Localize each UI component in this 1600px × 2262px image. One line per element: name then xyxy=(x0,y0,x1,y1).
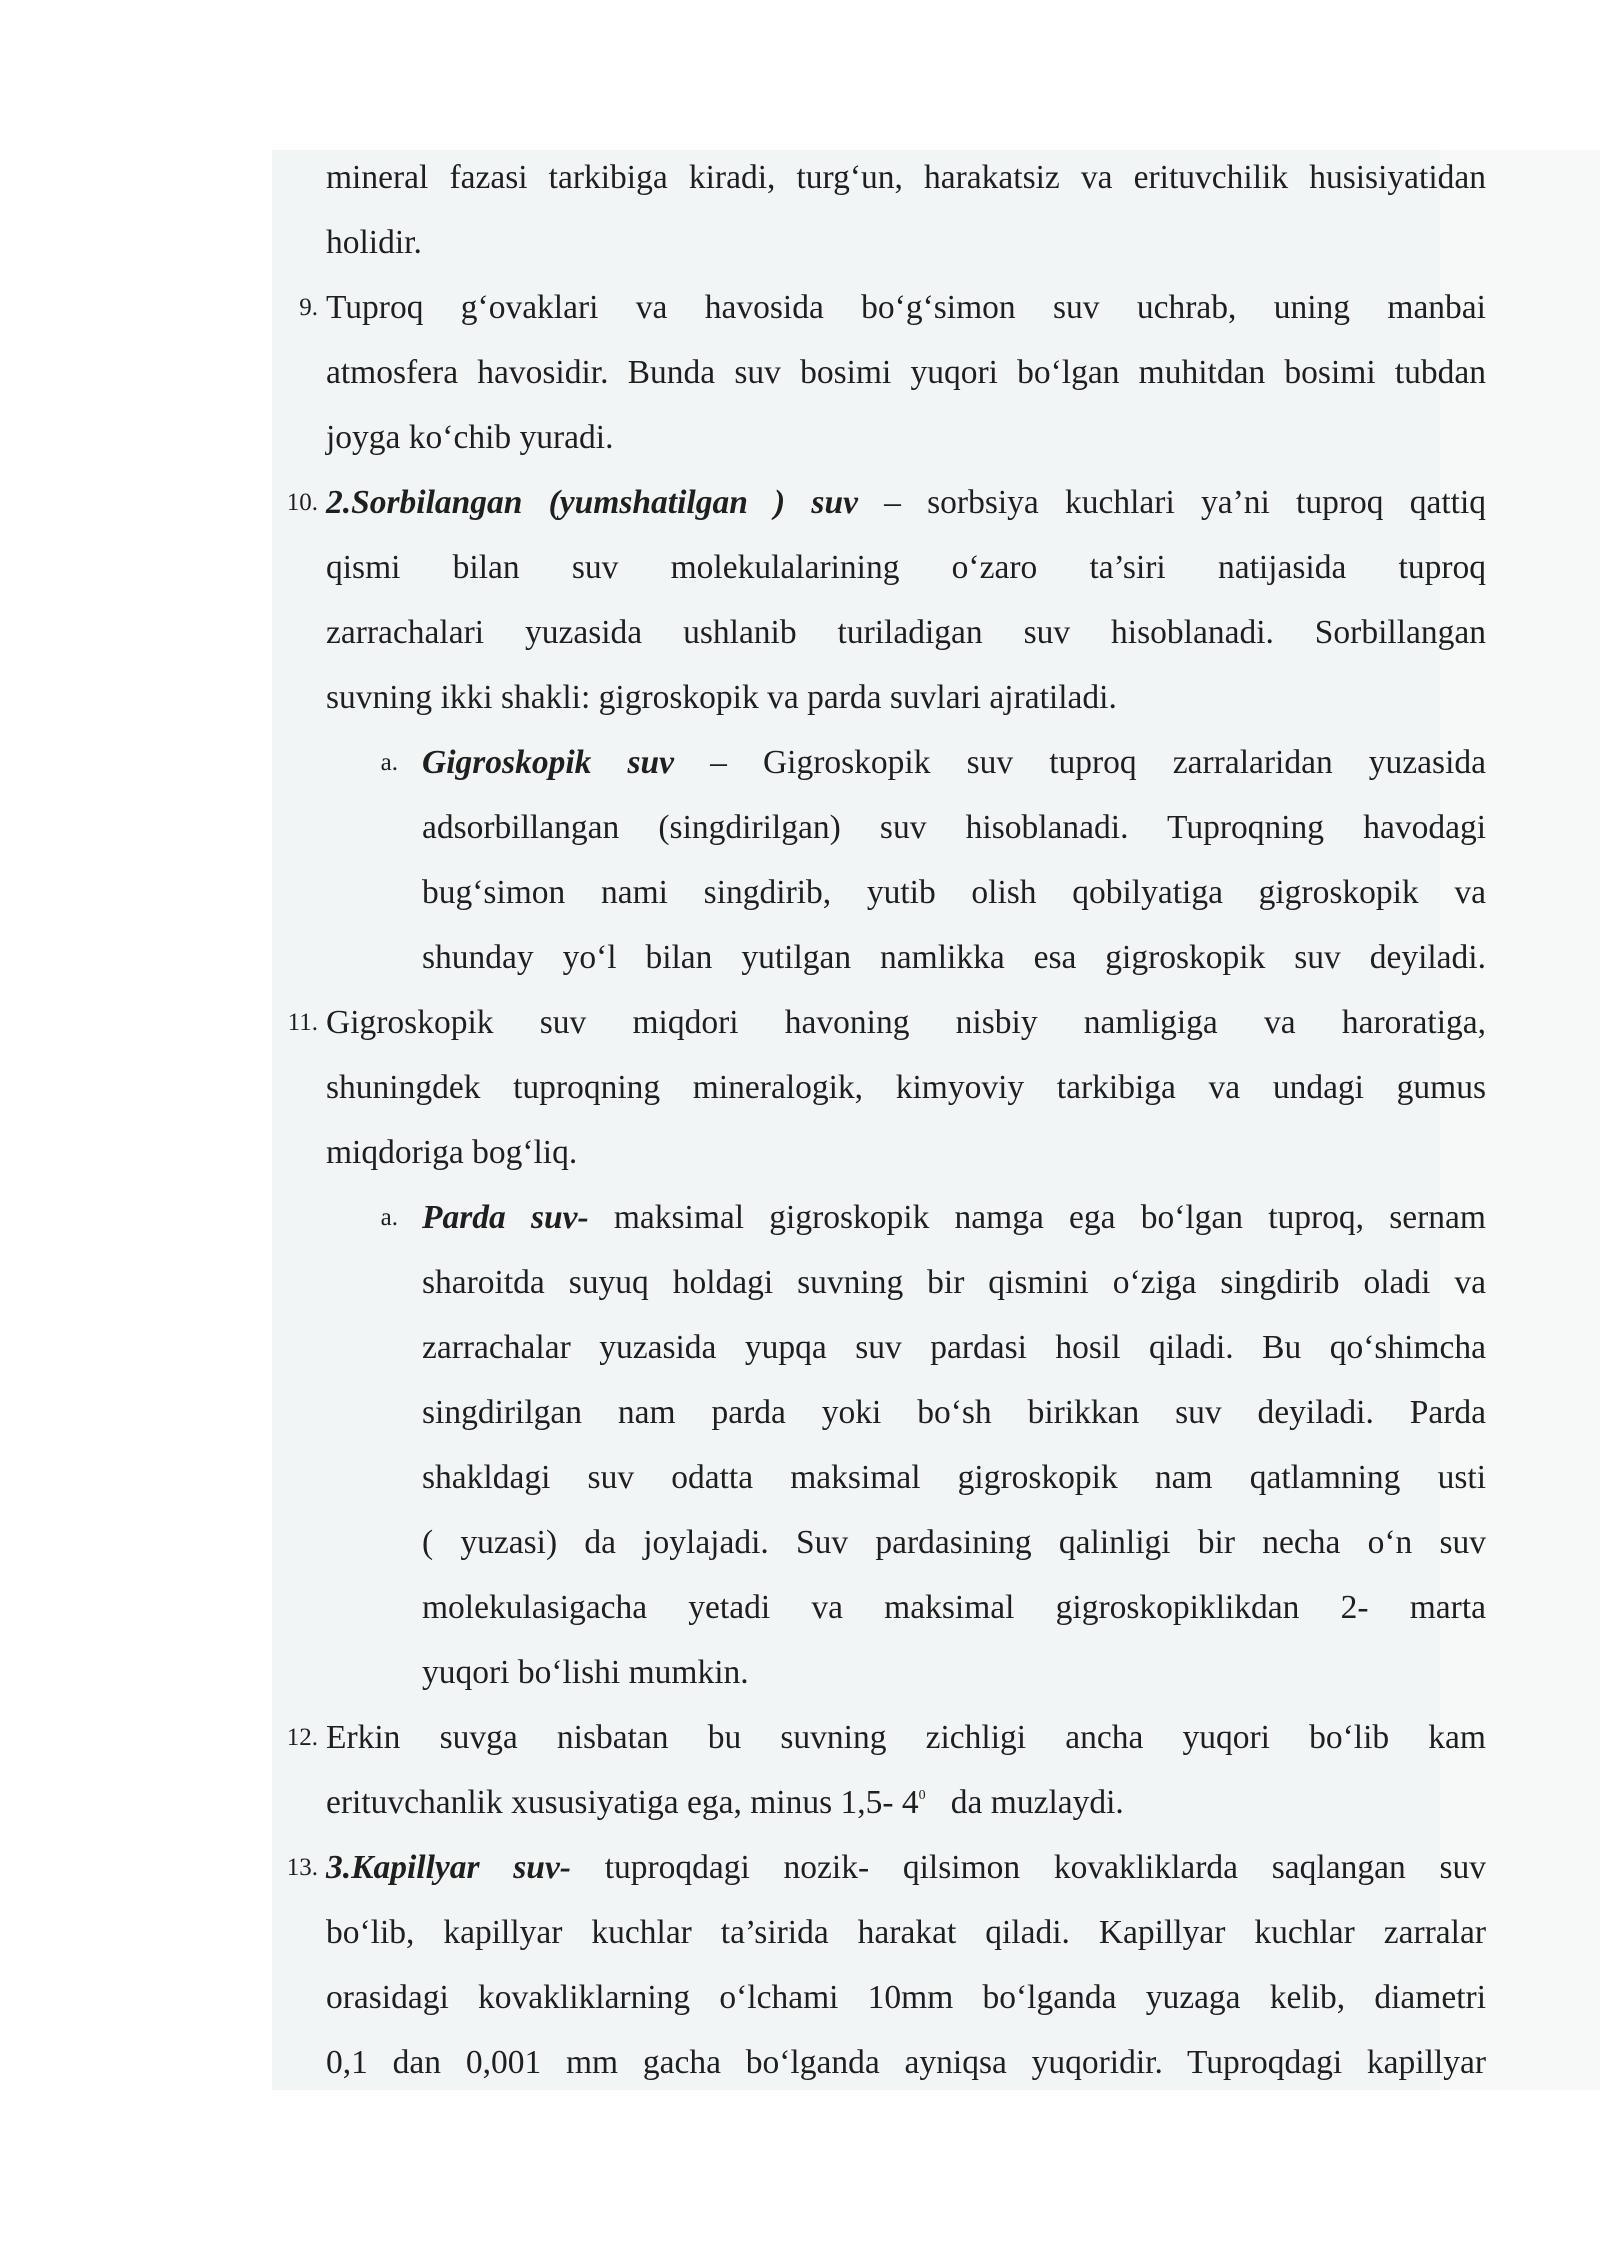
text-run: – sorbsiya kuchlari ya’ni tuproq qattiq xyxy=(857,484,1486,521)
term-bold-italic: Gigroskopik suv xyxy=(422,744,675,781)
degree-superscript: 0 xyxy=(918,1788,926,1803)
text-line: Erkin suvga nisbatan bu suvning zichligi ancha yuqori bo‘lib kam xyxy=(326,1719,1486,1756)
text-line: yuqori bo‘lishi mumkin. xyxy=(422,1654,749,1691)
text-line: zarrachalar yuzasida yupqa suv pardasi hosil qiladi. Bu qo‘shimcha xyxy=(422,1329,1486,1366)
list-number: 10. xyxy=(286,489,318,516)
text-line xyxy=(422,730,1486,795)
list-number: 12. xyxy=(286,1724,318,1751)
text-line: orasidagi kovakliklarning o‘lchami 10mm bo‘lganda yuzaga kelib, diametri xyxy=(326,1979,1486,2016)
text-line: zarrachalari yuzasida ushlanib turiladigan suv hisoblanadi. Sorbillangan xyxy=(326,614,1486,651)
text-run: erituvchanlik xususiyatiga ega, minus 1,5- 4 xyxy=(326,1784,919,1821)
text-line: atmosfera havosidir. Bunda suv bosimi yuqori bo‘lgan muhitdan bosimi tubdan xyxy=(326,354,1486,391)
term-bold-italic: 3.Kapillyar suv- xyxy=(326,1849,571,1886)
text-line xyxy=(422,1185,1486,1250)
text-line: suvning ikki shakli: gigroskopik va parda suvlari ajratiladi. xyxy=(326,679,1117,716)
list-number: 13. xyxy=(286,1854,318,1881)
text-line: sharoitda suyuq holdagi suvning bir qismini o‘ziga singdirib oladi va xyxy=(422,1264,1486,1301)
text-line: Gigroskopik suv miqdori havoning nisbiy namligiga va haroratiga, xyxy=(326,1004,1486,1041)
text-run: maksimal gigroskopik namga ega bo‘lgan tuproq, sernam xyxy=(588,1199,1486,1236)
text-line xyxy=(326,1770,1486,1835)
text-line: joyga ko‘chib yuradi. xyxy=(326,419,614,456)
list-number: 9. xyxy=(299,294,318,321)
term-bold-italic: 2.Sorbilangan (yumshatilgan ) suv xyxy=(326,484,858,521)
text-line: miqdoriga bog‘liq. xyxy=(326,1134,578,1171)
text-run: da muzlaydi. xyxy=(925,1784,1124,1821)
text-line: ( yuzasi) da joylajadi. Suv pardasining qalinligi bir necha o‘n suv xyxy=(422,1524,1486,1561)
text-line: adsorbillangan (singdirilgan) suv hisoblanadi. Tuproqning havodagi xyxy=(422,809,1486,846)
text-line: bug‘simon nami singdirib, yutib olish qobilyatiga gigroskopik va xyxy=(422,874,1486,911)
text-line: holidir. xyxy=(326,224,422,261)
text-run: – Gigroskopik suv tuproq zarralaridan yuzasida xyxy=(674,744,1486,781)
text-line xyxy=(326,1835,1486,1900)
text-line: 0,1 dan 0,001 mm gacha bo‘lganda ayniqsa yuqoridir. Tuproqdagi kapillyar xyxy=(326,2044,1486,2081)
text-line xyxy=(326,470,1486,535)
text-line: shuningdek tuproqning mineralogik, kimyoviy tarkibiga va undagi gumus xyxy=(326,1069,1486,1106)
text-line: shunday yo‘l bilan yutilgan namlikka esa gigroskopik suv deyiladi. xyxy=(422,939,1486,976)
list-number: 11. xyxy=(287,1009,318,1036)
text-line: bo‘lib, kapillyar kuchlar ta’sirida harakat qiladi. Kapillyar kuchlar zarralar xyxy=(326,1914,1486,1951)
text-line: mineral fazasi tarkibiga kiradi, turg‘un, harakatsiz va erituvchilik husisiyatidan xyxy=(326,159,1486,196)
term-bold-italic: Parda suv- xyxy=(422,1199,589,1236)
list-letter: a. xyxy=(380,1204,398,1231)
text-line: molekulasigacha yetadi va maksimal gigroskopiklikdan 2- marta xyxy=(422,1589,1486,1626)
text-run: tuproqdagi nozik- qilsimon kovakliklarda saqlangan suv xyxy=(570,1849,1486,1886)
list-letter: a. xyxy=(380,749,398,776)
text-line: Tuproq g‘ovaklari va havosida bo‘g‘simon suv uchrab, uning manbai xyxy=(326,289,1486,326)
text-line: singdirilgan nam parda yoki bo‘sh birikkan suv deyiladi. Parda xyxy=(422,1394,1486,1431)
text-line: qismi bilan suv molekulalarining o‘zaro ta’siri natijasida tuproq xyxy=(326,549,1486,586)
text-line: shakldagi suv odatta maksimal gigroskopik nam qatlamning usti xyxy=(422,1459,1486,1496)
